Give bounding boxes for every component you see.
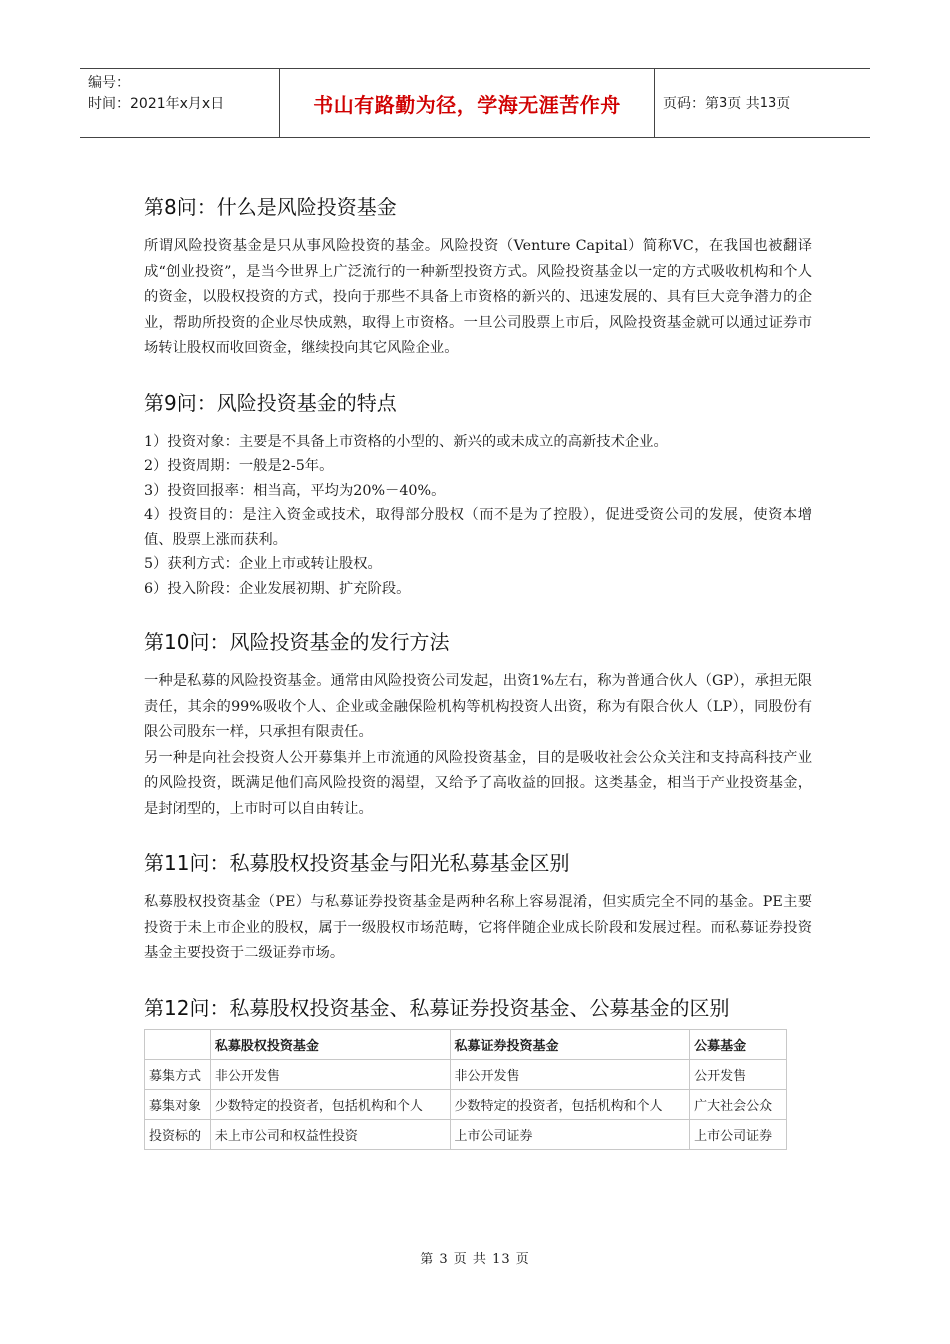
page-suffix: 页 [776,96,791,112]
page-total: 13 [759,95,777,111]
table-header-row [145,1029,787,1059]
table-cell: 广大社会公众 [690,1089,787,1119]
section-title: 第12问：私募股权投资基金、私募证券投资基金、公募基金的区别 [144,995,730,1020]
table-cell: 募集方式 [145,1059,211,1089]
document-date: 时间：2021年x月x日 [88,96,225,112]
section-q10 [144,627,812,822]
table-cell: 上市公司证券 [690,1119,787,1149]
section-paragraph: 私募股权投资基金（PE）与私募证券投资基金是两种名称上容易混淆，但实质完全不同的基金。PE主要投资于未上市企业的股权，属于一级股权市场范畴，它将伴随企业成长阶段和发展过程。而私募证券投资基金主要投资于二级证券市场。 [144,894,812,961]
document-body [144,192,812,1150]
list-item: 3）投资回报率：相当高，平均为20%－40%。 [144,482,446,499]
table-header-cell: 私募证券投资基金 [450,1029,690,1059]
page-mid: 页 共 [727,96,760,112]
table-cell: 非公开发售 [210,1059,450,1089]
table-cell: 公开发售 [690,1059,787,1089]
section-paragraph: 所谓风险投资基金是只从事风险投资的基金。风险投资（Venture Capital）简称VC，在我国也被翻译成“创业投资”，是当今世界上广泛流行的一种新型投资方式。风险投资基金以一定的方式吸收机构和个人的资金，以股权投资的方式，投向于那些不具备上市资格的新兴的、迅速发展的、具有巨大竞争潜力的企业，帮助所投资的企业尽快成熟，取得上市资格。一旦公司股票上市后，风险投资基金就可以通过证券市场转让股权而收回资金，继续投向其它风险企业。 [144,238,812,356]
table-row [145,1119,787,1149]
table-row [145,1089,787,1119]
list-item: 4）投资目的：是注入资金或技术，取得部分股权（而不是为了控股），促进受资公司的发展，使资本增值、股票上涨而获利。 [144,507,812,548]
table-header-cell [145,1029,211,1059]
section-paragraph: 一种是私募的风险投资基金。通常由风险投资公司发起，出资1%左右，称为普通合伙人（GP），承担无限责任，其余的99%吸收个人、企业或金融保险机构等机构投资人出资，称为有限合伙人（LP），同股份有限公司股东一样，只承担有限责任。 [144,673,812,740]
footer-mid: 页 共 [453,1252,487,1267]
header-motto: 书山有路勤为径，学海无涯苦作舟 [280,69,655,137]
section-title: 第8问：什么是风险投资基金 [144,195,397,219]
table-cell: 投资标的 [145,1119,211,1149]
footer-current-page: 3 [439,1252,449,1267]
document-number-label: 编号： [88,75,130,91]
footer-suffix: 页 [515,1252,530,1267]
section-title: 第9问：风险投资基金的特点 [144,390,397,415]
section-q11 [144,848,812,967]
table-header-cell: 私募股权投资基金 [210,1029,450,1059]
header-page-number [655,69,870,137]
table-cell: 上市公司证券 [450,1119,690,1149]
list-item: 1）投资对象：主要是不具备上市资格的小型的、新兴的或未成立的高新技术企业。 [144,433,668,450]
table-cell: 未上市公司和权益性投资 [210,1119,450,1149]
footer-total-pages: 13 [492,1252,511,1267]
comparison-table [144,1029,787,1150]
section-paragraph: 另一种是向社会投资人公开募集并上市流通的风险投资基金，目的是吸收社会公众关注和支持高科技产业的风险投资，既满足他们高风险投资的渴望，又给予了高收益的回报。这类基金，相当于产业投资基金，是封闭型的，上市时可以自由转让。 [144,749,812,817]
page-current: 3 [719,95,728,111]
section-q12 [144,993,812,1150]
section-q9 [144,388,812,602]
page-footer [0,1248,950,1267]
table-row [145,1059,787,1089]
section-title: 第11问：私募股权投资基金与阳光私募基金区别 [144,851,570,875]
table-cell: 少数特定的投资者，包括机构和个人 [450,1089,690,1119]
footer-prefix: 第 [420,1252,435,1267]
table-cell: 募集对象 [145,1089,211,1119]
header-meta [80,69,280,137]
page-prefix: 页码：第 [663,96,719,112]
list-item: 2）投资周期：一般是2-5年。 [144,458,334,474]
section-title: 第10问：风险投资基金的发行方法 [144,630,450,654]
list-item: 6）投入阶段：企业发展初期、扩充阶段。 [144,580,411,597]
table-cell: 少数特定的投资者，包括机构和个人 [210,1089,450,1119]
page-header [80,68,870,138]
section-q8 [144,192,812,362]
table-header-cell: 公募基金 [690,1029,787,1059]
list-item: 5）获利方式：企业上市或转让股权。 [144,556,382,572]
table-cell: 非公开发售 [450,1059,690,1089]
